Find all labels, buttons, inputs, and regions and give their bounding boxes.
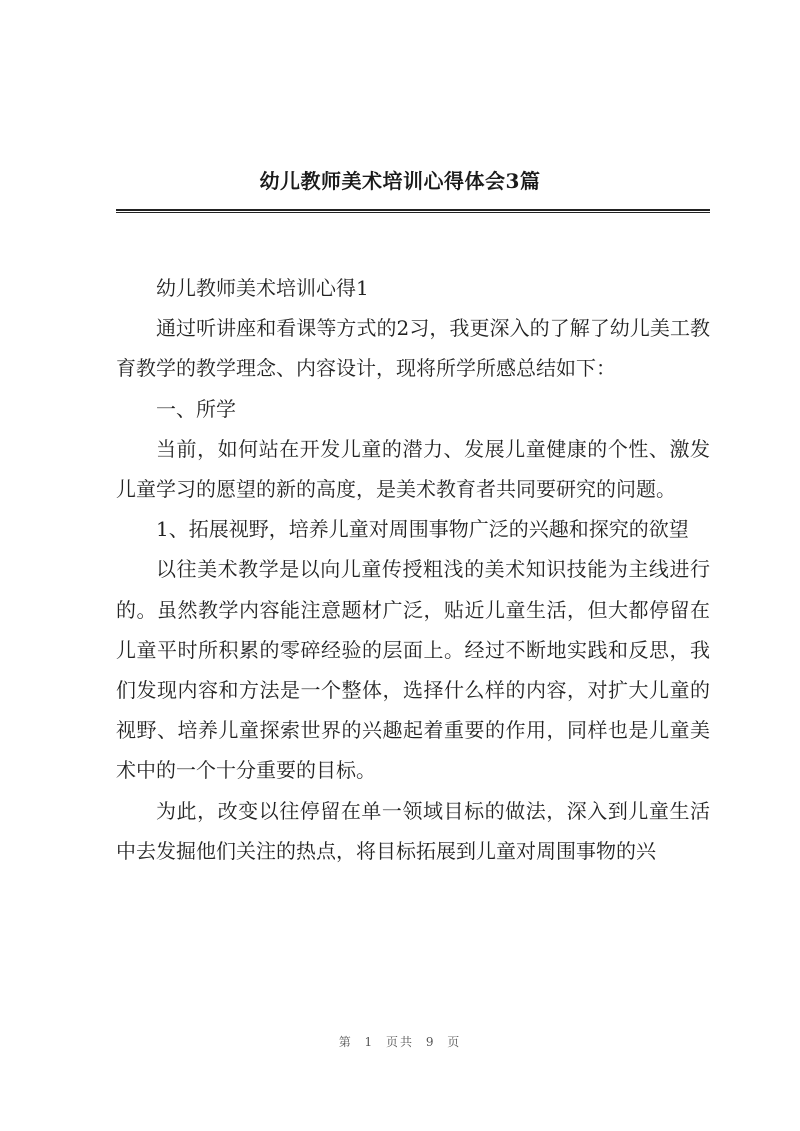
paragraph-heading-1: 幼儿教师美术培训心得1	[156, 276, 369, 300]
document-body	[116, 268, 710, 871]
title-underline	[116, 209, 710, 213]
document-title: 幼儿教师美术培训心得体会3篇	[259, 169, 541, 193]
paragraph-section-heading: 一、所学	[156, 396, 236, 421]
page-footer: 第 1 页共 9 页	[338, 1035, 462, 1049]
paragraph-point-1: 1、拓展视野，培养儿童对周围事物广泛的兴趣和探究的欲望	[156, 517, 689, 542]
paragraph-current: 当前，如何站在开发儿童的潜力、发展儿童健康的个性、激发儿童学习的愿望的新的高度，是美术教育者共同要研究的问题。	[116, 436, 710, 502]
paragraph-intro: 通过听讲座和看课等方式的2习，我更深入的了解了幼儿美工教育教学的教学理念、内容设计，现将所学所感总结如下：	[116, 316, 710, 381]
paragraph-past-teaching: 以往美术教学是以向儿童传授粗浅的美术知识技能为主线进行的。虽然教学内容能注意题材广泛，贴近儿童生活，但大都停留在儿童平时所积累的零碎经验的层面上。经过不断地实践和反思，我们发现内容和方法是一个整体，选择什么样的内容，对扩大儿童的视野、培养儿童探索世界的兴趣起着重要的作用，同样也是儿童美术中的一个十分重要的目标。	[116, 557, 710, 783]
paragraph-therefore: 为此，改变以往停留在单一领域目标的做法，深入到儿童生活中去发掘他们关注的热点，将目标拓展到儿童对周围事物的兴	[116, 798, 710, 863]
